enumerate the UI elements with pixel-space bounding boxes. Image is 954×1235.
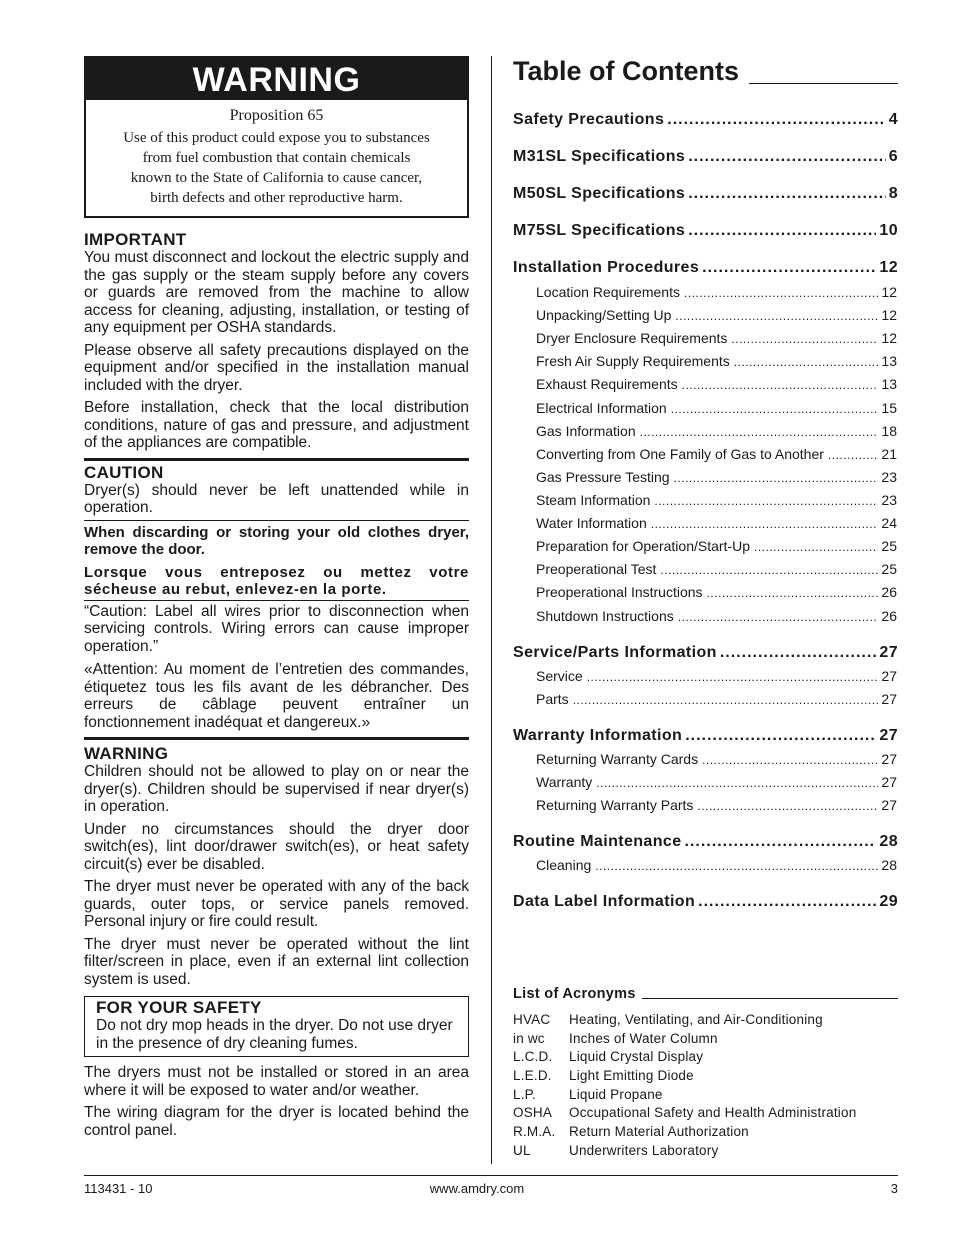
toc-subentry-label: Shutdown Instructions bbox=[536, 608, 674, 624]
toc-subentry-label: Cleaning bbox=[536, 857, 592, 873]
prop65-notice bbox=[86, 100, 467, 216]
caution-heading: CAUTION bbox=[84, 462, 164, 482]
toc-subentry-page: 25 bbox=[881, 561, 897, 577]
toc-subentry-label: Preparation for Operation/Start-Up bbox=[536, 538, 750, 554]
acronym-meaning: Return Material Authorization bbox=[569, 1124, 749, 1140]
acronym-row bbox=[513, 1123, 898, 1142]
toc-subentry[interactable] bbox=[536, 857, 897, 873]
acronyms-title-rule bbox=[642, 998, 898, 999]
toc-subentry-label: Parts bbox=[536, 691, 569, 707]
prop65-line: birth defects and other reproductive harm. bbox=[150, 190, 403, 206]
acronym-abbr: L.P. bbox=[513, 1086, 537, 1102]
toc-subentry[interactable] bbox=[536, 469, 897, 485]
section-divider bbox=[84, 737, 469, 740]
toc-subentry-page: 28 bbox=[881, 857, 897, 873]
toc-subentry[interactable] bbox=[536, 376, 897, 392]
prop65-title: Proposition 65 bbox=[229, 107, 324, 124]
acronym-meaning: Underwriters Laboratory bbox=[569, 1142, 719, 1158]
closing-paragraph: The dryers must not be installed or stored in an area where it will be exposed to water and/or weather. bbox=[84, 1064, 469, 1099]
toc-subentry[interactable] bbox=[536, 515, 897, 531]
toc-entry[interactable] bbox=[513, 111, 898, 129]
toc-title-row bbox=[513, 56, 898, 86]
page-number: 3 bbox=[890, 1181, 898, 1196]
toc-entry[interactable] bbox=[513, 222, 898, 240]
toc-subentry-label: Exhaust Requirements bbox=[536, 376, 678, 392]
toc-entry-page: 10 bbox=[879, 222, 898, 239]
website-link[interactable]: www.amdry.com bbox=[429, 1181, 525, 1196]
caution-bold-paragraph-french: Lorsque vous entreposez ou mettez votre sécheuse au rebut, enlevez-en la porte. bbox=[84, 563, 469, 598]
important-paragraph: Please observe all safety precautions displayed on the equipment and/or specified in the installation manual included with the dryer. bbox=[84, 341, 469, 394]
toc-subentry-label: Gas Pressure Testing bbox=[536, 469, 670, 485]
acronym-abbr: HVAC bbox=[513, 1012, 551, 1027]
toc-subentry[interactable] bbox=[536, 668, 897, 684]
toc-subentry[interactable] bbox=[536, 797, 897, 813]
toc-subentry[interactable] bbox=[536, 691, 897, 707]
acronym-abbr: L.C.D. bbox=[513, 1049, 553, 1065]
toc-subentry-label: Electrical Information bbox=[536, 400, 667, 416]
toc-entry-page: 6 bbox=[888, 148, 898, 165]
toc-subentry-page: 23 bbox=[881, 469, 897, 485]
acronyms-section bbox=[513, 986, 898, 1161]
toc-subentry-label: Preoperational Test bbox=[536, 561, 657, 577]
acronym-row bbox=[513, 1086, 898, 1105]
warning-heading: WARNING bbox=[84, 744, 169, 763]
toc-entry-label: M75SL Specifications bbox=[513, 222, 686, 239]
toc-entry[interactable] bbox=[513, 644, 898, 662]
toc-subentry-label: Location Requirements bbox=[536, 284, 680, 300]
warning-paragraph: Children should not be allowed to play on or near the dryer(s). Children should be supervised if near dryer(s) in operation. bbox=[84, 763, 469, 815]
toc-subentry-label: Fresh Air Supply Requirements bbox=[536, 353, 730, 369]
toc-subentry[interactable] bbox=[536, 400, 897, 416]
acronym-abbr: L.E.D. bbox=[513, 1068, 552, 1084]
toc-subentry-label: Dryer Enclosure Requirements bbox=[536, 330, 728, 346]
warning-paragraph: The dryer must never be operated with any of the back guards, outer tops, or service panels removed. Personal injury or fire could result. bbox=[84, 878, 469, 930]
acronym-meaning: Liquid Propane bbox=[569, 1086, 663, 1102]
toc-subentry[interactable] bbox=[536, 446, 897, 462]
toc-title-rule bbox=[749, 83, 898, 84]
acronyms-title: List of Acronyms bbox=[513, 986, 636, 1002]
toc-subentry[interactable] bbox=[536, 608, 897, 624]
toc-subentry[interactable] bbox=[536, 353, 897, 369]
toc-subentry-label: Preoperational Instructions bbox=[536, 584, 703, 600]
important-heading: IMPORTANT bbox=[84, 230, 187, 249]
toc-subentry-page: 12 bbox=[881, 307, 897, 323]
toc-subentry-label: Water Information bbox=[536, 515, 647, 531]
acronyms-title-row bbox=[513, 986, 898, 1002]
acronym-abbr: UL bbox=[513, 1142, 531, 1158]
toc-subentry-label: Steam Information bbox=[536, 492, 651, 508]
toc-subentry-page: 23 bbox=[881, 492, 897, 508]
acronym-row bbox=[513, 1030, 898, 1049]
toc-subentry-page: 21 bbox=[881, 446, 897, 462]
acronym-row bbox=[513, 1142, 898, 1161]
toc-subentry-label: Warranty bbox=[536, 774, 593, 790]
acronym-abbr: R.M.A. bbox=[513, 1124, 556, 1140]
warning-section bbox=[84, 745, 469, 988]
footer-rule bbox=[84, 1175, 898, 1176]
toc-entry-page: 29 bbox=[879, 893, 898, 910]
closing-paragraph: The wiring diagram for the dryer is located behind the control panel. bbox=[84, 1104, 469, 1139]
important-section bbox=[84, 231, 469, 452]
toc-subentry-page: 27 bbox=[881, 774, 897, 790]
toc-subentry-page: 25 bbox=[881, 538, 897, 554]
caution-paragraph-french: «Attention: Au moment de l’entretien des commandes, étiquetez tous les fils avant de les débrancher. Des erreurs de câblage peuvent entraîner un fonctionnement inadéquat et dangereux.» bbox=[84, 661, 469, 731]
acronym-row bbox=[513, 1048, 898, 1067]
toc-subentry-page: 13 bbox=[881, 376, 897, 392]
toc-entry-label: Installation Procedures bbox=[513, 259, 700, 276]
left-column bbox=[84, 56, 469, 1139]
caution-divider bbox=[84, 520, 469, 521]
toc-subentry[interactable] bbox=[536, 538, 897, 554]
toc-subentry-page: 27 bbox=[881, 668, 897, 684]
toc-subentry-page: 26 bbox=[881, 608, 897, 624]
toc-subentry[interactable] bbox=[536, 423, 897, 439]
toc-subentry[interactable] bbox=[536, 751, 897, 767]
right-column bbox=[513, 56, 898, 1158]
toc-subentry-page: 12 bbox=[881, 284, 897, 300]
toc-entry-page: 8 bbox=[888, 185, 898, 202]
prop65-line: from fuel combustion that contain chemicals bbox=[142, 150, 411, 166]
toc-subentry-page: 18 bbox=[881, 423, 897, 439]
toc-subentry[interactable] bbox=[536, 561, 897, 577]
toc-entry-page: 4 bbox=[888, 111, 898, 128]
column-divider bbox=[491, 56, 492, 1164]
toc-subentry-label: Gas Information bbox=[536, 423, 636, 439]
toc-subentry-page: 12 bbox=[881, 330, 897, 346]
toc-subentry[interactable] bbox=[536, 492, 897, 508]
acronym-abbr: in wc bbox=[513, 1030, 545, 1046]
acronym-meaning: Heating, Ventilating, and Air-Conditioning bbox=[569, 1012, 823, 1027]
toc-entry-label: Data Label Information bbox=[513, 893, 696, 910]
warning-banner: WARNING bbox=[86, 58, 467, 100]
toc-entry-page: 27 bbox=[879, 727, 898, 744]
toc-subentry-label: Unpacking/Setting Up bbox=[536, 307, 672, 323]
acronym-abbr: OSHA bbox=[513, 1105, 553, 1121]
toc-entry-page: 28 bbox=[879, 833, 898, 850]
safety-heading: FOR YOUR SAFETY bbox=[96, 998, 262, 1017]
safety-text: Do not dry mop heads in the dryer. Do not use dryer in the presence of dry cleaning fumes. bbox=[96, 1017, 453, 1052]
prop65-warning-box bbox=[84, 56, 469, 218]
section-divider bbox=[84, 458, 469, 461]
toc-subentry[interactable] bbox=[536, 307, 897, 323]
acronym-meaning: Liquid Crystal Display bbox=[569, 1049, 704, 1065]
prop65-line: Use of this product could expose you to substances bbox=[123, 130, 430, 146]
toc-entry-label: Warranty Information bbox=[513, 727, 683, 744]
toc-entry[interactable] bbox=[513, 259, 898, 277]
toc-subentry-page: 24 bbox=[881, 515, 897, 531]
toc-entry-page: 12 bbox=[879, 259, 898, 276]
caution-section bbox=[84, 464, 469, 732]
toc-subentry-label: Returning Warranty Parts bbox=[536, 797, 694, 813]
warning-paragraph: The dryer must never be operated without the lint filter/screen in place, even if an external lint collection system is used. bbox=[84, 935, 469, 988]
toc-subentry-page: 13 bbox=[881, 353, 897, 369]
toc-entry-page: 27 bbox=[879, 644, 898, 661]
acronym-meaning: Occupational Safety and Health Administration bbox=[569, 1105, 857, 1121]
acronym-meaning: Light Emitting Diode bbox=[569, 1068, 694, 1084]
caution-divider bbox=[84, 600, 469, 601]
safety-box bbox=[84, 996, 469, 1057]
toc-subentry-page: 15 bbox=[881, 400, 897, 416]
acronym-row bbox=[513, 1067, 898, 1086]
toc-entry-label: Service/Parts Information bbox=[513, 644, 717, 661]
toc-entry-label: Routine Maintenance bbox=[513, 833, 682, 850]
toc-subentry[interactable] bbox=[536, 584, 897, 600]
acronyms-list bbox=[513, 1011, 898, 1161]
toc-subentry[interactable] bbox=[536, 330, 897, 346]
toc-subentry-page: 27 bbox=[881, 691, 897, 707]
warning-paragraph: Under no circumstances should the dryer door switch(es), lint door/drawer switch(es), or heat safety circuit(s) ever be disabled. bbox=[84, 820, 469, 873]
toc-entry[interactable] bbox=[513, 727, 898, 745]
toc-subentry-page: 27 bbox=[881, 751, 897, 767]
toc-entry-label: M50SL Specifications bbox=[513, 185, 686, 202]
toc-subentry-label: Returning Warranty Cards bbox=[536, 751, 699, 767]
caution-paragraph: Dryer(s) should never be left unattended while in operation. bbox=[84, 481, 469, 516]
toc-subentry-page: 26 bbox=[881, 584, 897, 600]
acronym-row bbox=[513, 1011, 898, 1030]
important-paragraph: Before installation, check that the local distribution conditions, nature of gas and pressure, and adjustment of the appliances are compatible. bbox=[84, 399, 469, 451]
toc-entry[interactable] bbox=[513, 833, 898, 851]
toc-subentry-label: Converting from One Family of Gas to Another bbox=[536, 446, 824, 462]
caution-paragraph: “Caution: Label all wires prior to disconnection when servicing controls. Wiring errors can cause improper operation.” bbox=[84, 602, 469, 655]
acronym-row bbox=[513, 1104, 898, 1123]
important-paragraph: You must disconnect and lockout the electric supply and the gas supply or the steam supply before any covers or guards are removed from the machine to allow access for cleaning, adjusting, installation, or testing of any equipment per OSHA standards. bbox=[84, 249, 469, 336]
caution-bold-paragraph: When discarding or storing your old clothes dryer, remove the door. bbox=[84, 523, 469, 558]
prop65-line: known to the State of California to cause cancer, bbox=[130, 170, 423, 186]
toc-entry-label: M31SL Specifications bbox=[513, 148, 686, 165]
toc-entry-label: Safety Precautions bbox=[513, 111, 665, 128]
toc-entry[interactable] bbox=[513, 148, 898, 166]
toc-subentry-page: 27 bbox=[881, 797, 897, 813]
toc-subentry-label: Service bbox=[536, 668, 583, 684]
toc-subentry[interactable] bbox=[536, 774, 897, 790]
toc-title: Table of Contents bbox=[513, 56, 739, 86]
toc-entry[interactable] bbox=[513, 185, 898, 203]
toc-subentry[interactable] bbox=[536, 284, 897, 300]
acronym-meaning: Inches of Water Column bbox=[569, 1030, 718, 1046]
document-number: 113431 - 10 bbox=[84, 1181, 153, 1196]
closing-section bbox=[84, 1064, 469, 1139]
toc-entry[interactable] bbox=[513, 893, 898, 911]
